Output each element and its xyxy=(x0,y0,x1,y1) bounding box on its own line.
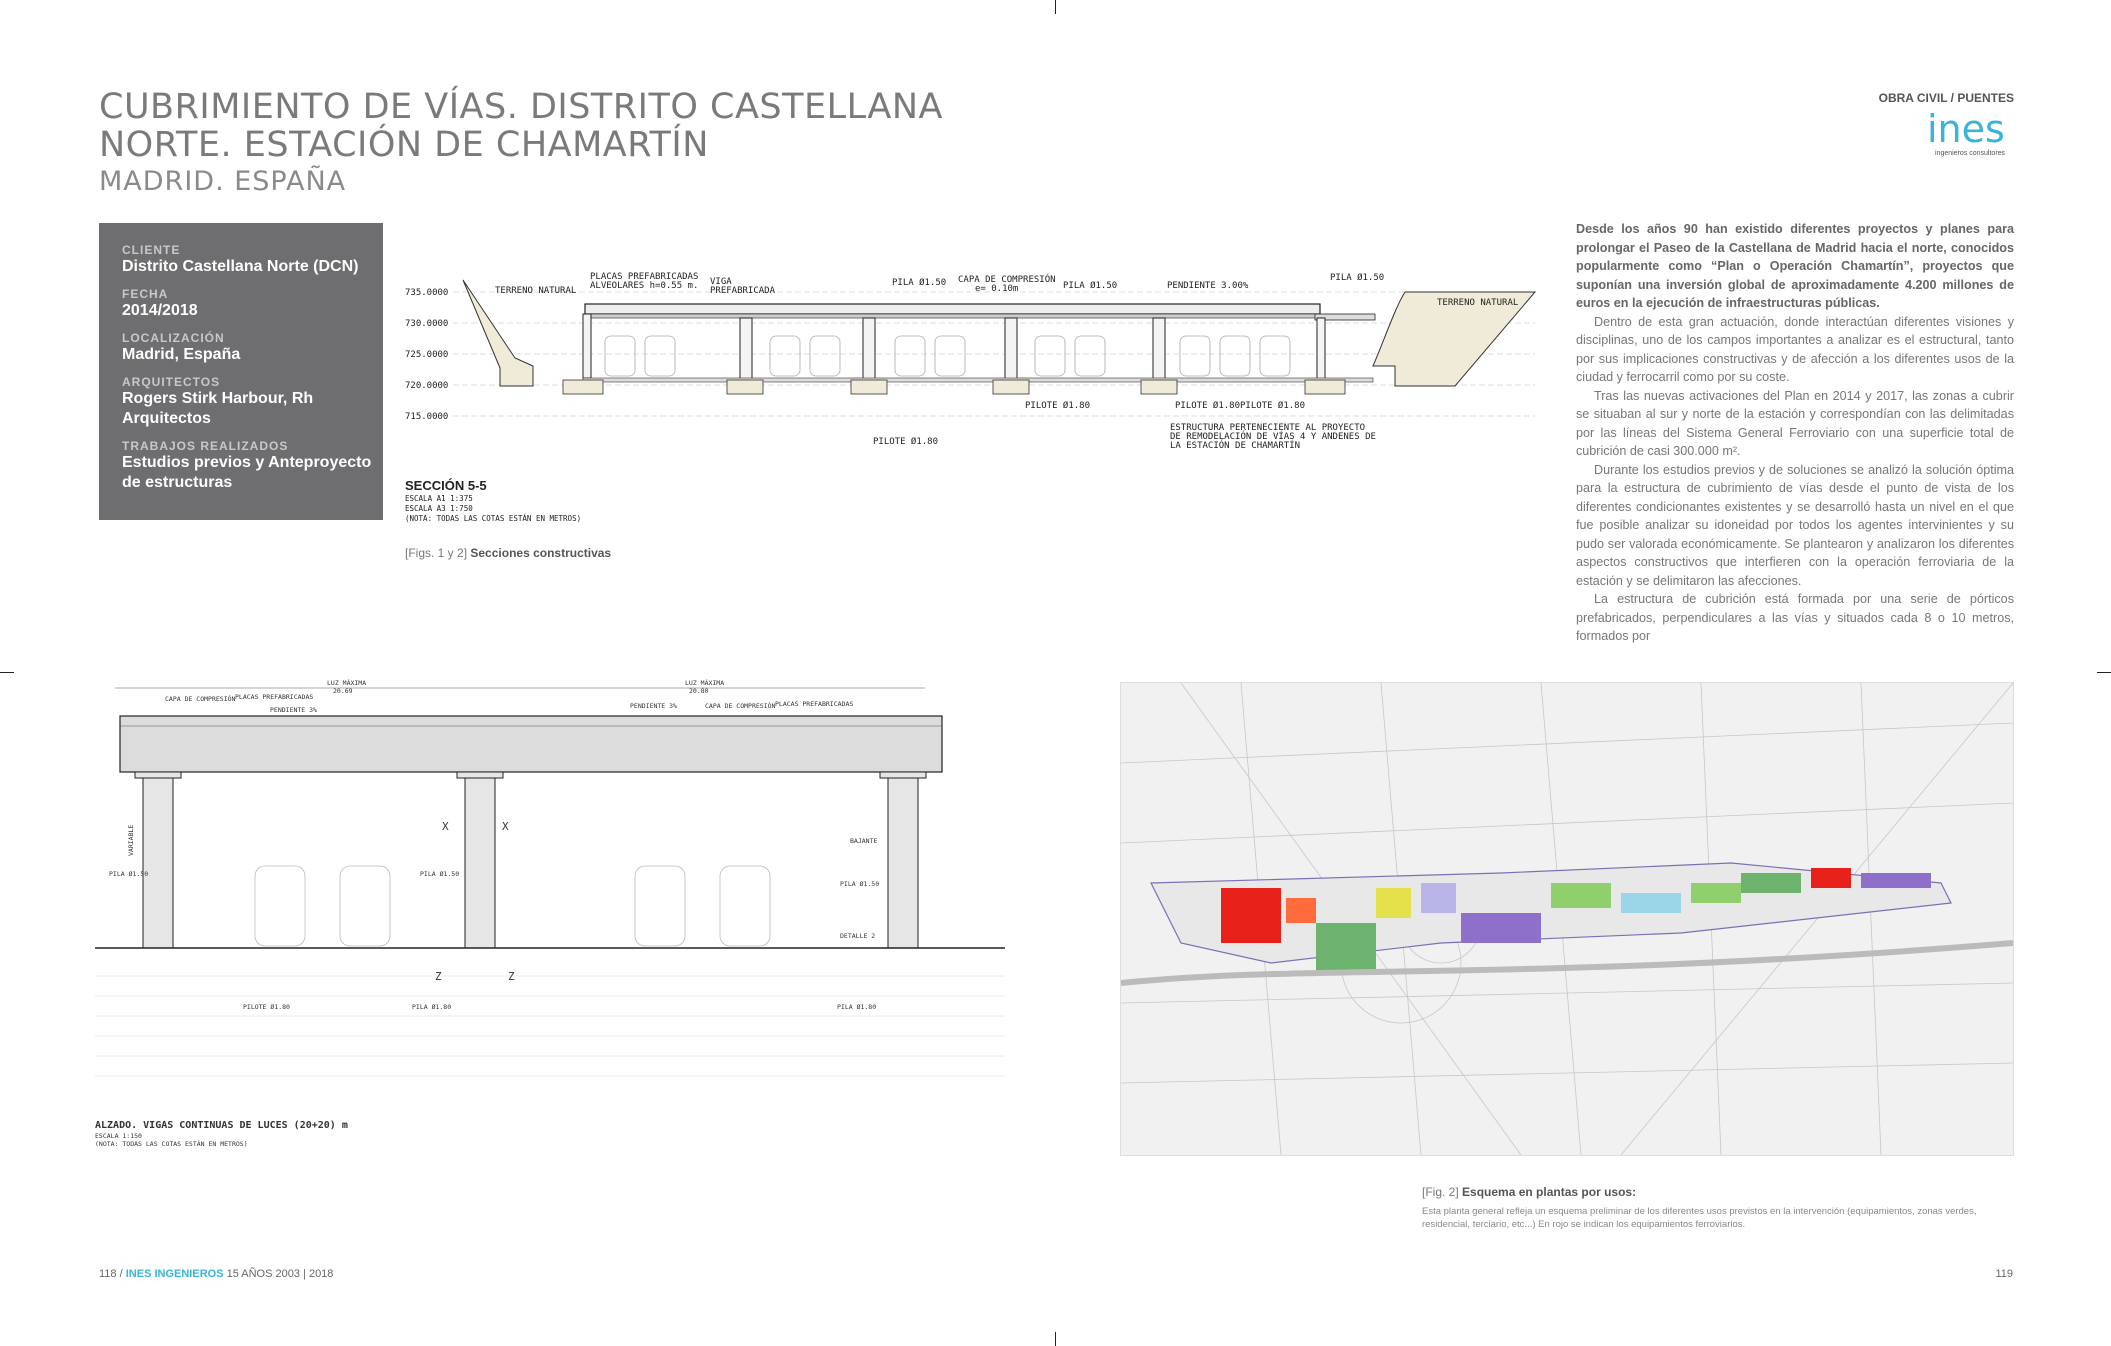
label-estructura-2: DE REMODELACIÓN DE VÍAS 4 Y ANDENES DE xyxy=(1170,432,1376,442)
page-title: CUBRIMIENTO DE VÍAS. DISTRITO CASTELLANA NORTE. ESTACIÓN DE CHAMARTÍN xyxy=(99,87,943,165)
label-pila-2: PILA Ø1.50 xyxy=(1063,281,1118,291)
label-pilote-4: PILOTE Ø1.80 xyxy=(873,437,939,447)
logo-subtext: ingenieros consultores xyxy=(1935,150,2006,157)
pilote-label-right: PILA Ø1.80 xyxy=(837,1003,877,1011)
level-720: 720.0000 xyxy=(405,381,449,391)
elevation-drawing xyxy=(95,676,1015,1156)
footer-separator: / xyxy=(119,1268,123,1280)
project-info-box xyxy=(99,223,383,520)
section-drawing xyxy=(405,268,1540,538)
localizacion-label: LOCALIZACIÓN xyxy=(122,331,225,345)
variable-label: VARIABLE xyxy=(127,824,135,856)
section-z-left: Z xyxy=(435,970,442,983)
label-estructura-1: ESTRUCTURA PERTENECIENTE AL PROYECTO xyxy=(1170,423,1366,433)
fig2-description: Esta planta general refleja un esquema preliminar de los diferentes usos previstos en la intervención (equipamientos, zonas verdes, residencial, terciario, etc...) En rojo se indican los equipamientos ferroviarios. xyxy=(1422,1206,1977,1230)
body-paragraph-2: Tras las nuevas activaciones del Plan en 2014 y 2017, las zonas a cubrir se situaban al sur y norte de la estación y correspondían con las delimitadas por las líneas del Sistema General Ferroviario con una superficie total de cubrición de casi 300.000 m². xyxy=(1576,388,2014,458)
pila-label-left: PILA Ø1.50 xyxy=(109,870,149,878)
level-735: 735.0000 xyxy=(405,288,449,298)
body-paragraph-4: La estructura de cubrición está formada por una serie de pórticos prefabricados, perpendiculares a las vías y situados cada 8 o 10 metros, formados por xyxy=(1576,592,2014,643)
capa-label-left: CAPA DE COMPRESIÓN xyxy=(165,695,236,703)
label-pilote-3: PILOTE Ø1.80 xyxy=(1240,401,1306,411)
section-z-right: Z xyxy=(508,970,515,983)
section-title: SECCIÓN 5-5 xyxy=(405,478,487,493)
pendiente-label-right: PENDIENTE 3% xyxy=(630,702,677,710)
site-plan-map xyxy=(1120,682,2014,1156)
ines-logo xyxy=(1925,108,2015,158)
page-subtitle: MADRID. ESPAÑA xyxy=(99,166,347,197)
logo-text: ines xyxy=(1927,108,2005,151)
fig2-title: Esquema en plantas por usos: xyxy=(1462,1185,1637,1199)
deck-slab xyxy=(585,304,1320,314)
crop-mark xyxy=(1055,0,1056,14)
fig1-caption xyxy=(405,546,611,560)
footer-years: 15 AÑOS 2003 | 2018 xyxy=(226,1268,334,1280)
footer-brand: INES INGENIEROS xyxy=(125,1268,224,1280)
fecha-label: FECHA xyxy=(122,287,169,301)
label-terreno-right: TERRENO NATURAL xyxy=(1437,298,1519,308)
arquitectos-value: Rogers Stirk Harbour, Rh Arquitectos xyxy=(122,390,314,427)
arquitectos-label: ARQUITECTOS xyxy=(122,375,221,389)
fig1-ref: [Figs. 1 y 2] xyxy=(405,546,468,560)
body-paragraph-3: Durante los estudios previos y de soluciones se analizó la solución óptima para la estructura de cubrimiento de vías desde el punto de vista de los diferentes condicionantes existentes y se desarrolló hasta un nivel en el que fue posible analizar su idoneidad por todos los agentes intervinientes y su pudo ser valorada económicamente. Se plantearon y analizaron los diferentes aspectos constructivos que interfieren con la operación ferroviaria de la estación y se delimitaron las afecciones. xyxy=(1576,462,2014,588)
section-note: (NOTA: TODAS LAS COTAS ESTÁN EN METROS) xyxy=(405,514,582,523)
alzado-scale: ESCALA 1:150 xyxy=(95,1132,142,1140)
label-alveolares: ALVEOLARES h=0.55 m. xyxy=(590,281,699,291)
section-x-left: X xyxy=(442,820,449,833)
fig2-caption-block xyxy=(1422,1185,2017,1231)
pilote-label-center: PILA Ø1.80 xyxy=(412,1003,452,1011)
body-paragraph-1: Dentro de esta gran actuación, donde interactúan diferentes visiones y disciplinas, uno de los campos importantes a analizar es el estructural, tanto por sus implicaciones constructivas y de afección a los diferentes usos de la ciudad y ferrocarril como por su coste. xyxy=(1576,314,2014,384)
alzado-note: (NOTA: TODAS LAS COTAS ESTÁN EN METROS) xyxy=(95,1140,248,1148)
continuous-beam xyxy=(120,716,942,772)
section-scale-2: ESCALA A3 1:750 xyxy=(405,504,473,513)
footer-left xyxy=(99,1268,333,1280)
crop-mark xyxy=(2097,672,2111,673)
section-label: OBRA CIVIL / PUENTES xyxy=(1878,91,2014,105)
alzado-title: ALZADO. VIGAS CONTINUAS DE LUCES (20+20) m xyxy=(95,1120,348,1131)
label-prefabricada: PREFABRICADA xyxy=(710,286,776,296)
label-espesor: e= 0.10m xyxy=(975,284,1019,294)
fig1-text: Secciones constructivas xyxy=(470,546,612,560)
section-x-right: X xyxy=(502,820,509,833)
label-pendiente: PENDIENTE 3.00% xyxy=(1167,281,1249,291)
page-number-left: 118 xyxy=(99,1268,117,1280)
label-terreno-left: TERRENO NATURAL xyxy=(495,286,577,296)
pendiente-label-left: PENDIENTE 3% xyxy=(270,706,317,714)
luz-label-left: LUZ MÁXIMA xyxy=(327,679,367,687)
label-pila-3: PILA Ø1.50 xyxy=(1330,273,1385,283)
page-number-right: 119 xyxy=(1995,1268,2013,1280)
trabajos-label: TRABAJOS REALIZADOS xyxy=(122,439,289,453)
label-placas: PLACAS PREFABRICADAS xyxy=(590,272,699,282)
capa-label-right: CAPA DE COMPRESIÓN xyxy=(705,702,776,710)
body-text xyxy=(1576,220,2014,646)
label-capa: CAPA DE COMPRESIÓN xyxy=(958,275,1056,285)
fig2-ref: [Fig. 2] xyxy=(1422,1185,1459,1199)
pila-label-right: PILA Ø1.50 xyxy=(840,880,880,888)
detalle-label: DETALLE 2 xyxy=(840,932,876,940)
bajante-label: BAJANTE xyxy=(850,837,878,845)
cliente-label: CLIENTE xyxy=(122,243,181,257)
lead-paragraph: Desde los años 90 han existido diferentes proyectos y planes para prolongar el Paseo de la Castellana de Madrid hacia el norte, conocidos popularmente como “Plan o Operación Chamartín”, proyectos que suponían una inversión global de aproximadamente 4.200 millones de euros en la ejecución de infraestructuras públicas. xyxy=(1576,222,2014,310)
label-viga: VIGA xyxy=(710,277,732,287)
placas-label-left: PLACAS PREFABRICADAS xyxy=(235,693,314,701)
label-estructura-3: LA ESTACIÓN DE CHAMARTÍN xyxy=(1170,441,1301,451)
label-pila-1: PILA Ø1.50 xyxy=(892,278,947,288)
railway-station-area xyxy=(1221,888,1281,943)
crop-mark xyxy=(1055,1332,1056,1346)
luz-value-right: 20.80 xyxy=(689,687,709,695)
label-pilote-2: PILOTE Ø1.80 xyxy=(1175,401,1241,411)
crop-mark xyxy=(0,672,14,673)
label-pilote-1: PILOTE Ø1.80 xyxy=(1025,401,1091,411)
luz-value-left: 20.69 xyxy=(333,687,353,695)
placas-label-right: PLACAS PREFABRICADAS xyxy=(775,700,854,708)
section-scale-1: ESCALA A1 1:375 xyxy=(405,494,473,503)
pila-label-center: PILA Ø1.50 xyxy=(420,870,460,878)
level-730: 730.0000 xyxy=(405,319,449,329)
level-715: 715.0000 xyxy=(405,412,449,422)
localizacion-value: Madrid, España xyxy=(122,346,241,363)
trabajos-value: Estudios previos y Anteproyecto de estructuras xyxy=(122,454,372,491)
cliente-value: Distrito Castellana Norte (DCN) xyxy=(122,258,359,275)
level-725: 725.0000 xyxy=(405,350,449,360)
luz-label-right: LUZ MÁXIMA xyxy=(685,679,725,687)
pilote-label-left: PILOTE Ø1.80 xyxy=(243,1003,290,1011)
fecha-value: 2014/2018 xyxy=(122,302,198,319)
